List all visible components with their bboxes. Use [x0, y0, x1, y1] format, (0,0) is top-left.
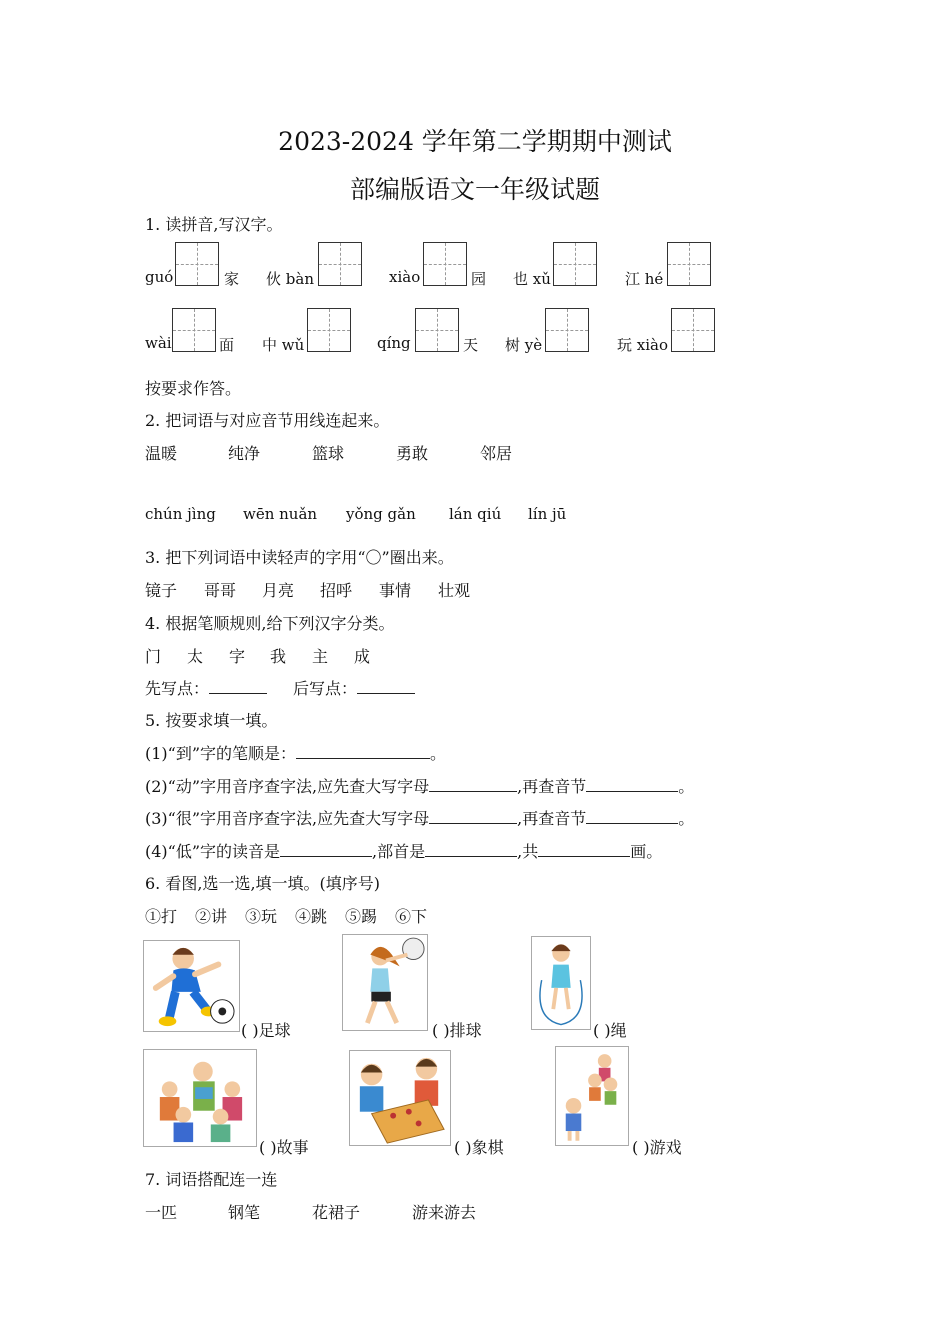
q2-word: 邻居 [480, 444, 513, 463]
q6-option: ②讲 [195, 907, 228, 926]
answer-blank[interactable] [425, 842, 517, 857]
writing-box[interactable] [172, 308, 216, 352]
q5-text: 。 [430, 744, 447, 763]
q5-text: (4)“低”字的读音是 [145, 842, 281, 861]
writing-box[interactable] [307, 308, 351, 352]
q4-first-label: 先写点： [145, 679, 210, 698]
q5-line-4 [145, 839, 662, 862]
q5-text: ,再查音节 [517, 777, 587, 796]
q4-char: 门 [145, 647, 162, 666]
q4-char: 我 [270, 647, 287, 666]
q1-r2-pre: 玩 xiào [617, 336, 668, 354]
answer-blank[interactable] [429, 809, 517, 824]
q6-caption[interactable]: ( )足球 [241, 1021, 291, 1040]
writing-box[interactable] [423, 242, 467, 286]
q4-char: 成 [354, 647, 371, 666]
q1-r1-post: 家 [224, 270, 240, 288]
q1-r1-pre: 伙 bàn [266, 270, 314, 288]
q1-r1-post: 园 [471, 270, 487, 288]
exam-subtitle: 部编版语文一年级试题 [349, 175, 600, 204]
q1-r2-pre: 树 yè [505, 336, 543, 354]
writing-box[interactable] [415, 308, 459, 352]
q1-r1-pre: 江 hé [625, 270, 664, 288]
q2-word: 篮球 [312, 444, 345, 463]
exam-title: 2023-2024 学年第二学期期中测试 [278, 127, 672, 156]
q5-text: (2)“动”字用音序查字法,应先查大写字母 [145, 777, 430, 796]
q1-r1-pre: xiào [389, 268, 421, 286]
writing-box[interactable] [318, 242, 362, 286]
answer-blank[interactable] [429, 777, 517, 792]
q1-r1-pre: 也 xǔ [513, 270, 551, 288]
q1-r2-post: 面 [219, 336, 235, 354]
q2-heading: 2. 把词语与对应音节用线连起来。 [145, 411, 390, 430]
q6-option: ⑤踢 [345, 907, 378, 926]
writing-box[interactable] [175, 242, 219, 286]
q2-word: 勇敢 [396, 444, 429, 463]
q3-word[interactable]: 哥哥 [204, 581, 237, 600]
q6-option: ④跳 [295, 907, 328, 926]
writing-box[interactable] [553, 242, 597, 286]
q7-word: 钢笔 [228, 1203, 261, 1222]
q5-line-1 [145, 741, 446, 764]
answer-blank[interactable] [280, 842, 372, 857]
q4-char: 主 [312, 647, 329, 666]
q6-option: ③玩 [245, 907, 278, 926]
q2-pinyin-item: yǒng gǎn [346, 505, 416, 523]
q2-pinyin-item: lán qiú [449, 505, 502, 523]
q5-text: 画。 [630, 842, 663, 861]
q1-r1-pre: guó [145, 268, 174, 286]
q3-word[interactable]: 壮观 [438, 581, 471, 600]
jump-rope-girl-illustration [531, 936, 591, 1030]
soccer-boy-illustration [143, 940, 240, 1032]
q4-answer-line [145, 676, 415, 699]
q1-r2-pre: wài [145, 334, 172, 352]
instruction: 按要求作答。 [145, 379, 242, 398]
q5-line-2 [145, 774, 694, 797]
answer-blank[interactable] [538, 842, 630, 857]
q7-word: 游来游去 [412, 1203, 477, 1222]
writing-box[interactable] [545, 308, 589, 352]
q7-word: 花裙子 [312, 1203, 361, 1222]
q5-text: ,部首是 [372, 842, 426, 861]
q1-heading: 1. 读拼音,写汉字。 [145, 215, 283, 234]
answer-blank[interactable] [209, 679, 267, 694]
q7-heading: 7. 词语搭配连一连 [145, 1170, 278, 1189]
chess-kids-illustration [349, 1050, 451, 1146]
volleyball-girl-illustration [342, 934, 428, 1031]
q2-word: 温暖 [145, 444, 178, 463]
q5-text: 。 [678, 809, 695, 828]
answer-blank[interactable] [357, 679, 415, 694]
q6-option: ⑥下 [395, 907, 428, 926]
q5-text: (3)“很”字用音序查字法,应先查大写字母 [145, 809, 430, 828]
q6-caption[interactable]: ( )故事 [259, 1138, 309, 1157]
storytelling-group-illustration [143, 1049, 257, 1147]
q1-r2-pre: 中 wǔ [262, 336, 305, 354]
q1-r2-pre: qíng [377, 334, 411, 352]
q4-heading: 4. 根据笔顺规则,给下列汉字分类。 [145, 614, 395, 633]
q2-pinyin-item: lín jū [528, 505, 567, 523]
q5-text: ,共 [517, 842, 539, 861]
q5-heading: 5. 按要求填一填。 [145, 711, 278, 730]
q3-word[interactable]: 月亮 [262, 581, 295, 600]
q6-caption[interactable]: ( )绳 [593, 1021, 627, 1040]
q6-caption[interactable]: ( )象棋 [454, 1138, 504, 1157]
q7-word: 一匹 [145, 1203, 178, 1222]
q3-word[interactable]: 招呼 [320, 581, 353, 600]
q4-char: 字 [229, 647, 246, 666]
q2-pinyin-item: chún jìng [145, 505, 216, 523]
q3-heading: 3. 把下列词语中读轻声的字用“〇”圈出来。 [145, 548, 454, 567]
writing-box[interactable] [671, 308, 715, 352]
q4-last-label: 后写点： [293, 679, 358, 698]
q5-text: 。 [678, 777, 695, 796]
writing-box[interactable] [667, 242, 711, 286]
q2-pinyin-item: wēn nuǎn [243, 505, 318, 523]
answer-blank[interactable] [586, 809, 678, 824]
q6-option: ①打 [145, 907, 178, 926]
q6-heading: 6. 看图,选一选,填一填。(填序号) [145, 874, 381, 893]
q1-r2-post: 天 [463, 336, 479, 354]
q6-caption[interactable]: ( )游戏 [632, 1138, 682, 1157]
answer-blank[interactable] [296, 744, 430, 759]
answer-blank[interactable] [586, 777, 678, 792]
q6-caption[interactable]: ( )排球 [432, 1021, 482, 1040]
q4-char: 太 [187, 647, 204, 666]
q5-text: ,再查音节 [517, 809, 587, 828]
q5-text: (1)“到”字的笔顺是： [145, 744, 297, 763]
q3-word[interactable]: 镜子 [145, 581, 178, 600]
group-game-illustration [555, 1046, 629, 1146]
q2-word: 纯净 [228, 444, 261, 463]
q5-line-3 [145, 806, 694, 829]
q3-word[interactable]: 事情 [379, 581, 412, 600]
